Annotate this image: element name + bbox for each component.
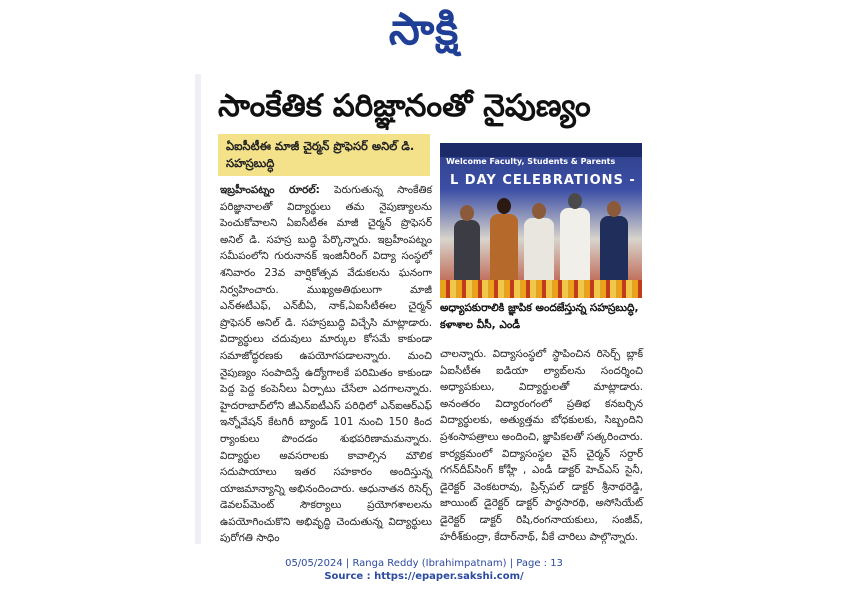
flower-decoration [440, 280, 642, 298]
article-headline: సాంకేతిక పరిజ్ఞానంతో నైపుణ్యం [218, 88, 591, 124]
article-photo [440, 143, 663, 298]
photo-banner-text: Welcome Faculty, Students & Parents [446, 157, 616, 166]
photo-banner-strip [440, 143, 642, 157]
dateline: ఇబ్రహీంపట్నం రూరల్: [220, 184, 320, 196]
person-head [532, 203, 546, 219]
article-subhead: ఏఐసీటీఈ మాజీ చైర్మన్ ప్రొఫెసర్ అనిల్ డి. సహస్రబుద్ధి [218, 134, 430, 176]
person-head [568, 193, 582, 209]
photo-banner-big: L DAY CELEBRATIONS - K2 [450, 173, 663, 188]
page-footer [0, 557, 848, 583]
photo-caption: అధ్యాపకురాలికి జ్ఞాపిక అందజేస్తున్న సహస్రబుద్ధి, కళాశాల వీసీ, ఎండీ [440, 302, 639, 331]
footer-source: Source : https://epaper.sakshi.com/ [324, 571, 524, 582]
footer-date-edition: 05/05/2024 | Ranga Reddy (Ibrahimpatnam) | Page : 13 [285, 558, 563, 569]
column-2-text: చాలన్నారు. విద్యాసంస్థలో స్థాపించిన రిసెర్చ్ బ్లాక్ ఏఐసీటీఈ ఐడియా ల్యాబ్‌లను సందర్శించి అధ్యాపకులు, విద్యార్థులతో మాట్లాడారు. అనంతరం విద్యారంగంలో ప్రతిభ కనబర్చిన విద్యార్థులకు, అత్యుత్తమ బోధకులకు, సిబ్బందిని ప్రశంసాపత్రాలు అందించి, జ్ఞాపికలతో సత్కరించారు. కార్యక్రమంలో విద్యాసంస్థల వైస్ చైర్మన్ సర్దార్ గగన్‌దీప్‌సింగ్ కోహ్లీ , ఎండీ డాక్టర్ హెచ్‌ఎస్ సైనీ, డైరెక్టర్ వెంకటరావు, ప్రిన్స్‌పల్ డాక్టర్ శ్రీనాథరెడ్డి, జాయింట్ డైరెక్టర్ డాక్టర్ పార్థసారథి, అసోసియేట్ డైరెక్టర్ డాక్టర్ రిషి,రంగనాయకులు, సంజీవ్, హరీశ్‌కుంద్రా, కేదార్‌నాథ్, వీకే చారిలు పాల్గొన్నారు. [440, 348, 643, 543]
person-head [460, 205, 474, 221]
article-column-2 [440, 346, 643, 543]
clipping-edge [195, 74, 201, 544]
article-column-1 [220, 182, 432, 545]
masthead-logo: సాక్షి [388, 4, 460, 55]
person-head [607, 201, 621, 217]
column-1-text: పెరుగుతున్న సాంకేతిక పరిజ్ఞానాలతో విద్యార్థులు తమ నైపుణ్యాలను పెంచుకోవాలని ఏఐసీటీఈ మాజీ చైర్మన్ ప్రొఫెసర్ అనిల్ డి. సహస్ర బుద్ధి పేర్కొన్నారు. ఇబ్రహీంపట్నం సమీపంలోని గురునానక్ ఇంజినీరింగ్ విద్యా సంస్థలో శనివారం 23వ వార్షికోత్సవ వేడుకలను ఘనంగా నిర్వహించారు. ముఖ్యఅతిథులుగా మాజీ ఎన్‌ఈటీఎఫ్, ఎన్‌బీఏ, నాక్,ఏఐసీటీఈల చైర్మన్ ప్రొఫెసర్ అనిల్ డి. సహస్రబుద్ధి విచ్చేసి మాట్లాడారు. విద్యార్థులు చదువులు మార్కుల కోసమే కాకుండా సమాజోద్ధరణకు ఉపయోగపడాలన్నారు. మంచి నైపుణ్యం సంపాదిస్తే ఉద్యోగాలకే పరిమితం కాకుండా పెద్ద పెద్ద కంపెనీలు ఏర్పాటు చేసేలా ఎదగాలన్నారు. హైదరాబాద్‌లోని జీఎన్‌ఐటీఎస్ పరిధిలో ఎన్‌ఐఆర్‌ఎఫ్ ఇన్నోవేషన్ కేటగిరీ బ్యాండ్ 101 నుంచి 150 కింద ర్యాంకులు పొందడం శుభపరిణామమన్నారు. విద్యార్థుల అవసరాలకు కావాల్సిన మౌలిక సదుపాయాలు ఇతర సహకారం అందిస్తున్న యాజమాన్యాన్ని అభినందించారు. ఆధునాతన రిసెర్చ్ డెవలప్‌మెంట్ సౌకర్యాలు ప్రయోగశాలలను ఉపయోగించుకొని అభివృద్ధి చెందుతున్న విద్యార్థులు పురోగతి సాధిం [220, 184, 432, 545]
person-head [497, 198, 511, 214]
